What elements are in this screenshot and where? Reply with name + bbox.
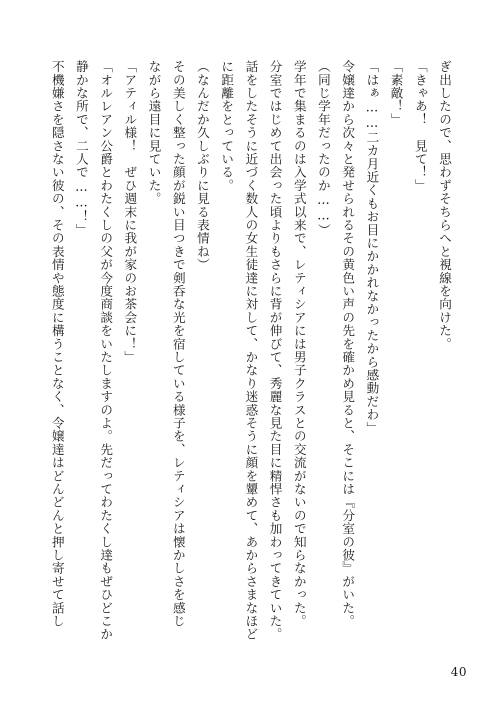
dialogue-line: 「きゃあ！ 見て！」: [412, 60, 428, 192]
text-line: に距離をとっている。: [219, 60, 235, 192]
text-line: 令嬢達から次々と発せられるその黄色い声の先を確かめ見ると、そこには『分室の彼』がいた。: [340, 60, 356, 628]
dialogue-line: 「アティル様！ ぜひ週末に我が家のお茶会に！」: [122, 60, 138, 364]
text-line: 不機嫌さを隠さない彼の、その表情や態度に構うことなく、令嬢達はどんどんと押し寄せて話し: [49, 60, 65, 628]
page-number: 40: [450, 665, 467, 679]
text-line: 学年で集まるのは入学式以来で、レティシアには男子クラスとの交流がないので知らなかった。: [291, 60, 307, 628]
dialogue-line: 「はぁ……二カ月近くもお目にかかれなかったから感動だわ」: [364, 60, 380, 435]
inner-monologue-line: （なんだか久しぶりに見る表情ね）: [194, 60, 210, 272]
dialogue-line: 「オルレアン公爵とわたくしの父が今度商談をいたしますのよ。先だってわたくし達もぜひどこか: [98, 60, 114, 641]
text-line: 分室ではじめて出会った頃よりもさらに背が伸びて、秀麗な見た目に精悍さも加わってきていた。: [267, 60, 283, 641]
vertical-body-text: [36, 60, 456, 650]
text-line: ぎ出したので、思わずそちらへと視線を向けた。: [437, 60, 452, 351]
text-line: ながら遠目に見ていた。: [146, 60, 162, 206]
text-line: 話をしたそうに近づく数人の女生徒達に対して、かなり迷惑そうに顔を顰めて、あからさまなほど: [243, 60, 259, 641]
inner-monologue-line: （同じ学年だったのか……）: [315, 60, 331, 237]
dialogue-line: 「素敵！」: [388, 60, 404, 126]
text-line: その美しく整った顔が鋭い目つきで剣呑な光を宿している様子を、レティシアは懐かしさを感じ: [170, 60, 186, 628]
dialogue-line: 静かな所で、二人で……！」: [73, 60, 89, 237]
